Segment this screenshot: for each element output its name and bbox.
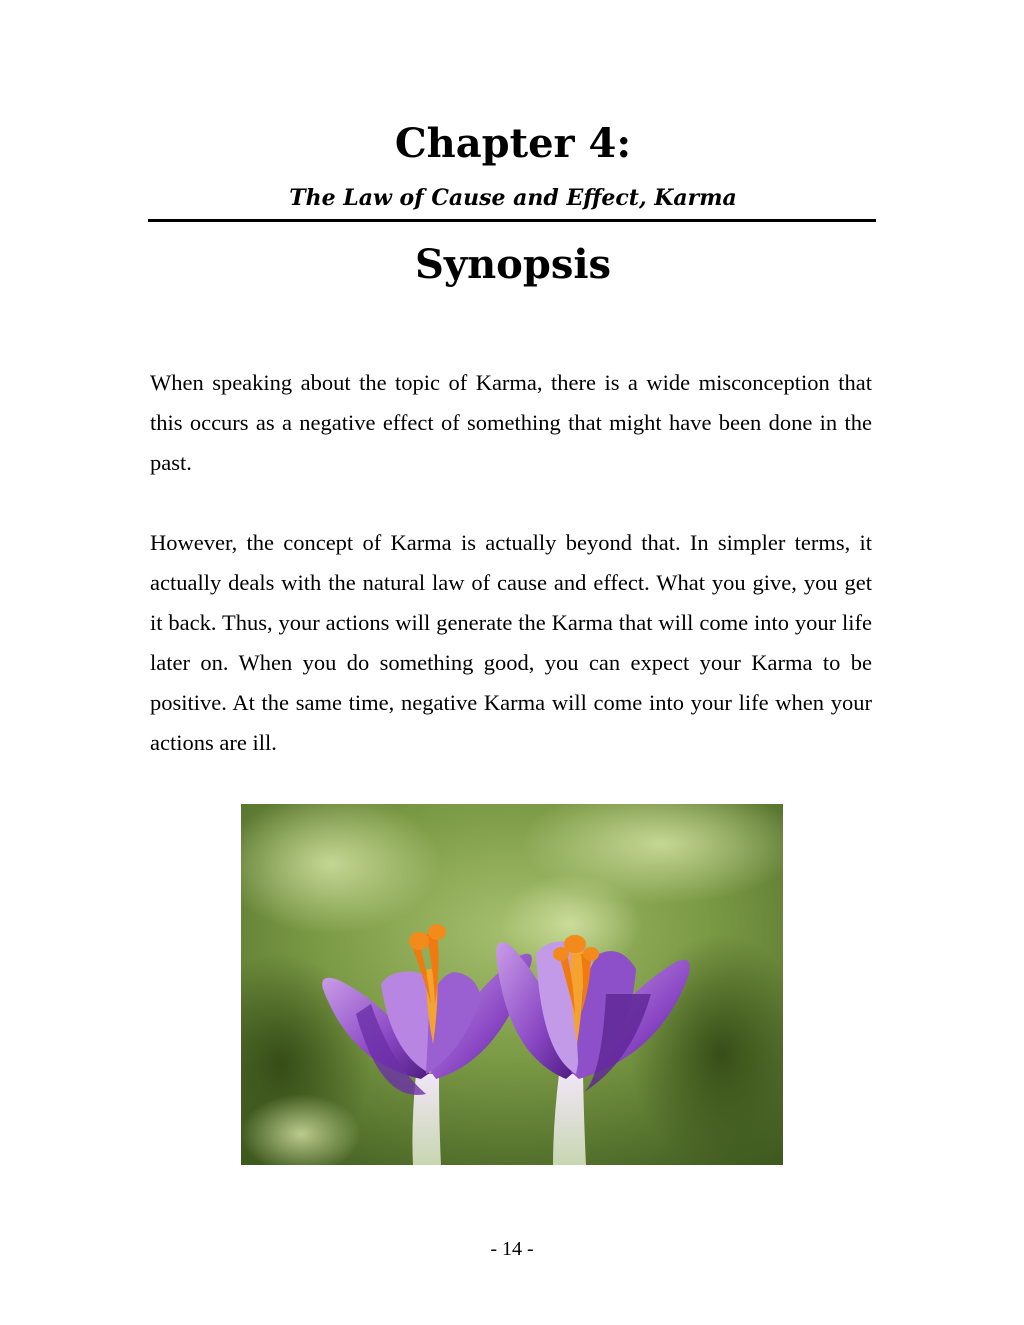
body-paragraph: However, the concept of Karma is actually beyond that. In simpler terms, it actually deals with the natural law of cause and effect. What you give, you get it back. Thus, your actions will generate the Karma that will come into your life later on. When you do something good, you can expect your Karma to be positive. At the same time, negative Karma will come into your life when your actions are ill. [150,530,872,755]
chapter-subtitle: The Law of Cause and Effect, Karma [289,185,737,211]
title-divider [148,219,876,222]
crocus-flower-photo [241,804,783,1165]
chapter-title: Chapter 4: [394,120,632,167]
page-number: - 14 - [490,1238,534,1260]
section-title: Synopsis [414,241,612,288]
body-paragraph: When speaking about the topic of Karma, there is a wide misconception that this occurs as a negative effect of something that might have been done in the past. [150,370,872,475]
crocus-flower-illustration [241,804,783,1165]
